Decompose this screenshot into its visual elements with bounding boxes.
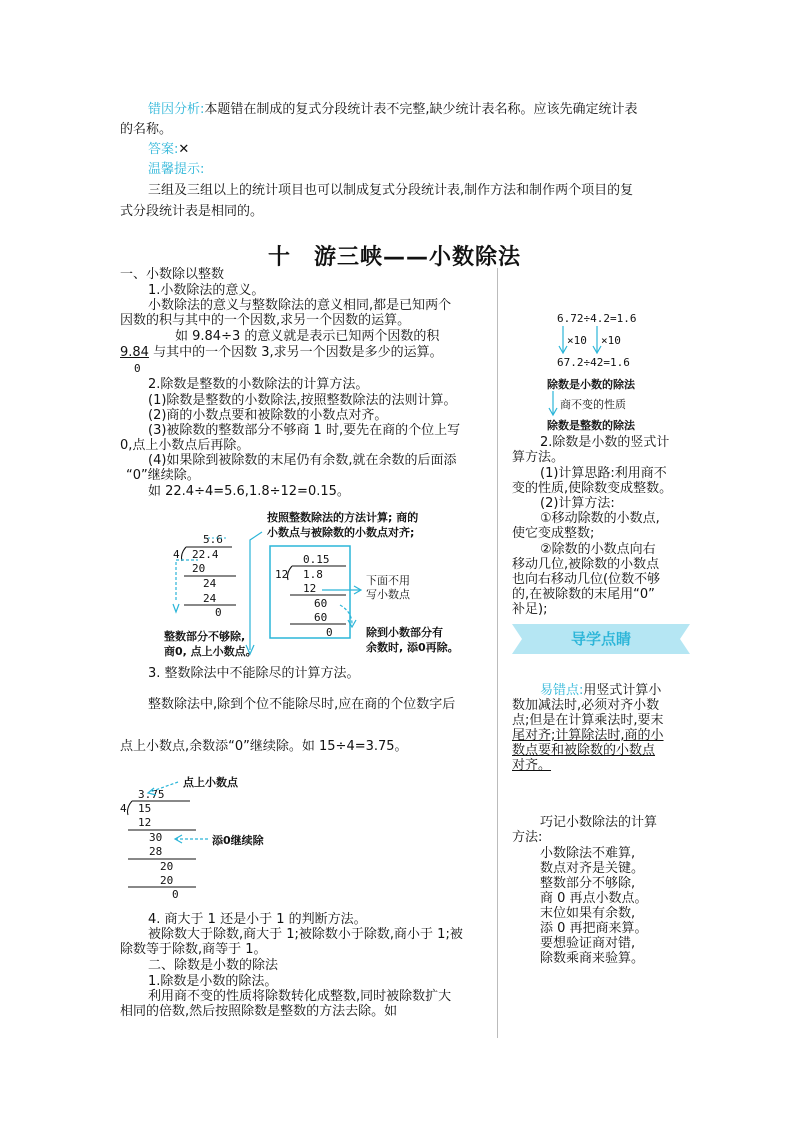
rule-2: (2)商的小数点要和被除数的小数点对齐。 bbox=[148, 408, 388, 423]
fig1b-divisor: 12 bbox=[275, 568, 289, 581]
poem-line: 数点对齐是关键。 bbox=[540, 861, 645, 876]
fig3-arrows bbox=[0, 0, 1, 1]
fig1-note-top-1: 按照整数除法的方法计算; 商的 bbox=[267, 511, 419, 524]
fig2-line-3: 28 bbox=[149, 845, 163, 858]
section-1-4-heading: 4. 商大于 1 还是小于 1 的判断方法。 bbox=[148, 912, 367, 927]
fig3-times-10-b: ×10 bbox=[601, 334, 621, 347]
section-2-heading: 二、除数是小数的除法 bbox=[148, 958, 279, 973]
right-section-2b: 算方法。 bbox=[512, 450, 565, 465]
section-1-heading: 一、小数除以整数 bbox=[120, 267, 225, 282]
example-1b-text: 与其中的一个因数 3,求另一个因数是多少的运算。 bbox=[148, 345, 443, 360]
column-divider bbox=[497, 268, 498, 1038]
fig2-quotient: 3.75 bbox=[138, 788, 165, 801]
poem-line: 商 0 再点小数点。 bbox=[540, 891, 648, 906]
tip-text-2: 式分段统计表是相同的。 bbox=[120, 204, 264, 219]
error-analysis-label: 错因分析: bbox=[148, 102, 205, 117]
fig2-divisor: 4 bbox=[120, 802, 127, 815]
right-m2b: 移动几位,被除数的小数点 bbox=[512, 557, 660, 572]
section-2-1-heading: 1.除数是小数的除法。 bbox=[148, 974, 278, 989]
error-point-text-3: 点;但是在计算乘法时,要末 bbox=[512, 713, 664, 728]
error-point-text-5: 数点要和被除数的小数点 bbox=[512, 743, 656, 758]
example-1-zero: 0 bbox=[134, 362, 141, 375]
error-point-text-6: 对齐。 bbox=[512, 758, 552, 773]
fig2-dividend: 15 bbox=[138, 802, 152, 815]
rule-3b: 0,点上小数点后再除。 bbox=[120, 438, 250, 453]
paragraph-5b: 相同的倍数,然后按照除数是整数的方法去除。如 bbox=[120, 1004, 398, 1019]
right-c2: (2)计算方法: bbox=[540, 496, 615, 511]
fig1-note-top-2: 小数点与被除数的小数点对齐; bbox=[267, 526, 415, 539]
fig1b-line-2: 60 bbox=[314, 597, 328, 610]
section-1-2-heading: 2.除数是整数的小数除法的计算方法。 bbox=[148, 377, 369, 392]
paragraph-4a: 被除数大于除数,商大于 1;被除数小于除数,商小于 1;被 bbox=[148, 927, 463, 942]
fig3-label-3: 除数是整数的除法 bbox=[547, 419, 635, 432]
right-m2e: 补足); bbox=[512, 602, 548, 617]
answer-label: 答案: bbox=[148, 142, 179, 157]
fig3-label-2: 商不变的性质 bbox=[560, 398, 626, 411]
example-1b-number: 9.84 bbox=[120, 345, 149, 360]
poem-line: 整数部分不够除, bbox=[540, 876, 636, 891]
error-point-text-1: 用竖式计算小 bbox=[583, 683, 662, 698]
error-point-label: 易错点: bbox=[540, 683, 584, 698]
example-2: 如 22.4÷4=5.6,1.8÷12=0.15。 bbox=[148, 484, 350, 499]
guide-banner-text: 导学点睛 bbox=[570, 630, 631, 648]
paragraph-3a: 整数除法中,除到个位不能除尽时,应在商的个位数字后 bbox=[148, 697, 456, 712]
rule-4b: “0”继续除。 bbox=[126, 468, 200, 483]
answer-line bbox=[148, 141, 189, 159]
paragraph-1b: 因数的积与其中的一个因数,求另一个因数的运算。 bbox=[120, 313, 411, 328]
fig1b-quotient: 0.15 bbox=[303, 553, 330, 566]
fig2-note-mid: 添0继续除 bbox=[212, 834, 264, 847]
right-m2a: ②除数的小数点向右 bbox=[540, 542, 656, 557]
right-c1b: 变的性质,使除数变成整数。 bbox=[512, 481, 673, 496]
error-point-text-2: 数加减法时,必须对齐小数 bbox=[512, 698, 660, 713]
poem-line: 小数除法不难算, bbox=[540, 846, 636, 861]
error-analysis-line bbox=[148, 101, 638, 119]
fig1-note-right-1: 下面不用 bbox=[366, 574, 410, 587]
memory-heading-a: 巧记小数除法的计算 bbox=[540, 815, 658, 830]
fig1-note-br-1: 除到小数部分有 bbox=[366, 626, 443, 639]
fig3-equation-2: 67.2÷42=1.6 bbox=[557, 356, 630, 369]
paragraph-5a: 利用商不变的性质将除数转化成整数,同时被除数扩大 bbox=[148, 989, 452, 1004]
error-point-text-4: 尾对齐;计算除法时,商的小 bbox=[512, 728, 664, 743]
answer-value: ✕ bbox=[178, 142, 190, 157]
fig3-times-10-a: ×10 bbox=[567, 334, 587, 347]
fig1-note-bl-2: 商0, 点上小数点。 bbox=[164, 645, 257, 658]
fig3-equation-1: 6.72÷4.2=1.6 bbox=[557, 312, 637, 325]
fig1-note-br-2: 余数时, 添0再除。 bbox=[366, 641, 459, 654]
fig2-line-6: 0 bbox=[172, 888, 179, 901]
paragraph-3b: 点上小数点,余数添“0”继续除。如 15÷4=3.75。 bbox=[120, 739, 408, 754]
fig3-label-1: 除数是小数的除法 bbox=[547, 378, 635, 391]
tip-label: 温馨提示: bbox=[148, 162, 205, 177]
paragraph-1a: 小数除法的意义与整数除法的意义相同,都是已知两个 bbox=[148, 298, 452, 313]
fig2-line-1: 12 bbox=[138, 816, 152, 829]
poem-line: 除数乘商来验算。 bbox=[540, 951, 645, 966]
fig1a-dividend: 22.4 bbox=[192, 548, 219, 561]
right-m1b: 使它变成整数; bbox=[512, 526, 595, 541]
fig1b-line-1: 12 bbox=[303, 582, 317, 595]
fig1a-line-4: 0 bbox=[215, 606, 222, 619]
rule-3a: (3)被除数的整数部分不够商 1 时,要先在商的个位上写 bbox=[148, 423, 461, 438]
paragraph-4b: 除数等于除数,商等于 1。 bbox=[120, 942, 267, 957]
section-1-1-heading: 1.小数除法的意义。 bbox=[148, 283, 265, 298]
section-1-3-heading: 3. 整数除法中不能除尽的计算方法。 bbox=[148, 666, 360, 681]
fig1a-line-3: 24 bbox=[203, 592, 217, 605]
rule-1: (1)除数是整数的小数除法,按照整数除法的法则计算。 bbox=[148, 393, 457, 408]
fig1b-line-4: 0 bbox=[326, 626, 333, 639]
memory-heading-b: 方法: bbox=[512, 830, 543, 845]
tip-text-1: 三组及三组以上的统计项目也可以制成复式分段统计表,制作方法和制作两个项目的复 bbox=[148, 183, 634, 198]
example-1a: 如 9.84÷3 的意义就是表示已知两个因数的积 bbox=[175, 329, 440, 344]
fig1b-line-3: 60 bbox=[314, 611, 328, 624]
fig1b-dividend: 1.8 bbox=[303, 568, 323, 581]
right-c1a: (1)计算思路:利用商不 bbox=[540, 466, 667, 481]
poem-line: 要想验证商对错, bbox=[540, 936, 636, 951]
fig1a-divisor: 4 bbox=[173, 548, 180, 561]
fig2-line-4: 20 bbox=[160, 860, 174, 873]
fig1-note-bl-1: 整数部分不够除, bbox=[164, 630, 246, 643]
error-analysis-text-2: 的名称。 bbox=[120, 122, 173, 137]
poem-line: 末位如果有余数, bbox=[540, 906, 636, 921]
fig1a-quotient: 5.6 bbox=[203, 533, 223, 546]
rule-4a: (4)如果除到被除数的末尾仍有余数,就在余数的后面添 bbox=[148, 453, 457, 468]
error-analysis-text: 本题错在制成的复式分段统计表不完整,缺少统计表名称。应该先确定统计表 bbox=[204, 102, 638, 117]
fig2-line-2: 30 bbox=[149, 831, 163, 844]
fig1a-line-2: 24 bbox=[203, 577, 217, 590]
fig1-note-right-2: 写小数点 bbox=[366, 588, 410, 601]
right-m2d: 的,在被除数的末尾用“0” bbox=[512, 587, 655, 602]
fig1a-line-1: 20 bbox=[192, 562, 206, 575]
right-m1a: ①移动除数的小数点, bbox=[540, 511, 660, 526]
right-m2c: 也向右移动几位(位数不够 bbox=[512, 572, 661, 587]
example-1b bbox=[120, 344, 443, 362]
poem-line: 添 0 再把商来算。 bbox=[540, 921, 648, 936]
fig2-line-5: 20 bbox=[160, 874, 174, 887]
chapter-title: 十 游三峡——小数除法 bbox=[268, 245, 522, 270]
right-section-2a: 2.除数是小数的竖式计 bbox=[540, 435, 670, 450]
fig2-note-top: 点上小数点 bbox=[183, 776, 238, 789]
